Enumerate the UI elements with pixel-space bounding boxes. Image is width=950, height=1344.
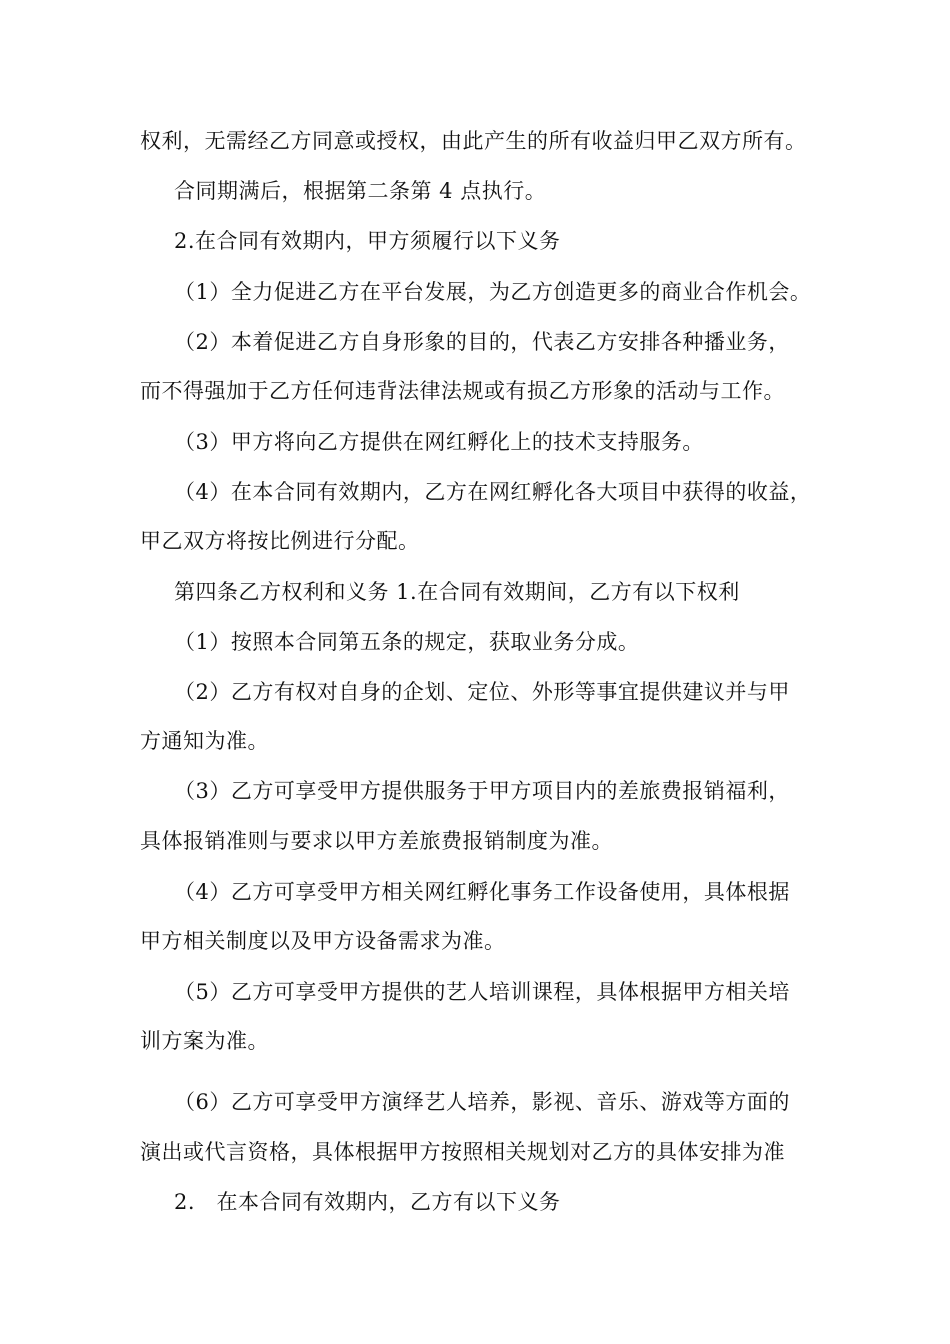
text-line-10: 第四条乙方权利和义务 1.在合同有效期间，乙方有以下权利 (174, 580, 740, 604)
text-line-5: （2）本着促进乙方自身形象的目的，代表乙方安排各种播业务， (174, 330, 790, 354)
text-line-9: 甲乙双方将按比例进行分配。 (140, 529, 420, 553)
text-line-18: （5）乙方可享受甲方提供的艺人培训课程，具体根据甲方相关培 (174, 980, 790, 1004)
text-line-2: 合同期满后，根据第二条第 4 点执行。 (174, 179, 547, 203)
text-line-15: 具体报销准则与要求以甲方差旅费报销制度为准。 (140, 829, 613, 853)
text-line-20: （6）乙方可享受甲方演绎艺人培养，影视、音乐、游戏等方面的 (174, 1090, 790, 1114)
text-line-21: 演出或代言资格，具体根据甲方按照相关规划对乙方的具体安排为准 (140, 1140, 785, 1164)
text-line-11: （1）按照本合同第五条的规定，获取业务分成。 (174, 630, 640, 654)
text-line-12: （2）乙方有权对自身的企划、定位、外形等事宜提供建议并与甲 (174, 680, 790, 704)
text-line-19: 训方案为准。 (140, 1029, 269, 1053)
text-line-13: 方通知为准。 (140, 729, 269, 753)
text-line-16: （4）乙方可享受甲方相关网红孵化事务工作设备使用，具体根据 (174, 880, 790, 904)
text-line-8: （4）在本合同有效期内，乙方在网红孵化各大项目中获得的收益， (174, 480, 812, 504)
text-line-14: （3）乙方可享受甲方提供服务于甲方项目内的差旅费报销福利， (174, 779, 790, 803)
text-line-4: （1）全力促进乙方在平台发展，为乙方创造更多的商业合作机会。 (174, 280, 812, 304)
text-line-6: 而不得强加于乙方任何违背法律法规或有损乙方形象的活动与工作。 (140, 379, 785, 403)
text-line-17: 甲方相关制度以及甲方设备需求为准。 (140, 929, 506, 953)
text-line-3: 2.在合同有效期内，甲方须履行以下义务 (174, 229, 561, 253)
text-line-22: 2. 在本合同有效期内，乙方有以下义务 (174, 1190, 561, 1214)
text-line-7: （3）甲方将向乙方提供在网红孵化上的技术支持服务。 (174, 430, 704, 454)
text-line-1: 权利，无需经乙方同意或授权，由此产生的所有收益归甲乙双方所有。 (140, 129, 807, 153)
